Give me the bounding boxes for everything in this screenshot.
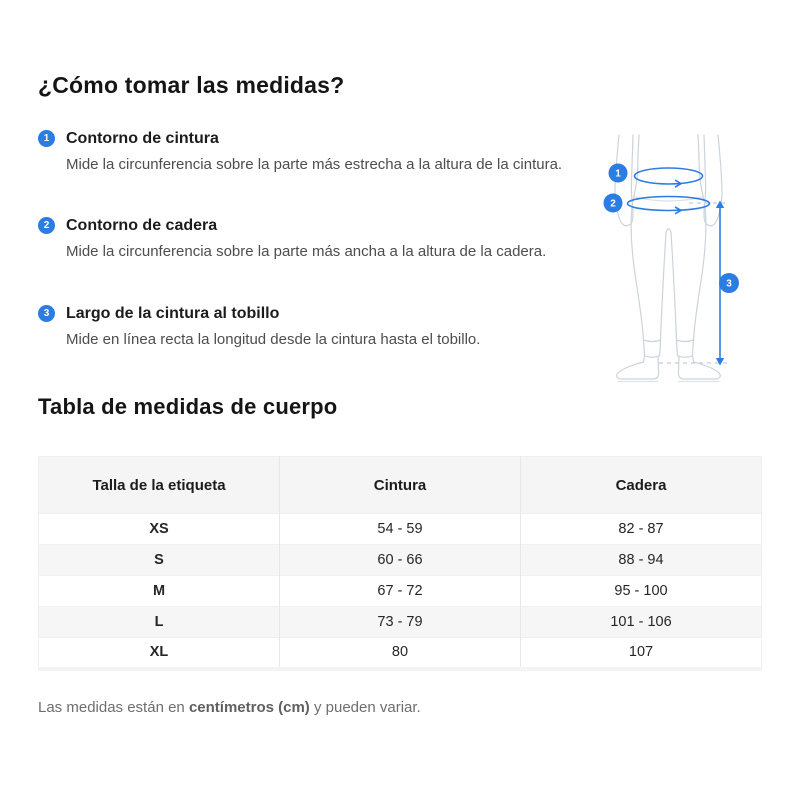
figure-marker-3 [719, 273, 739, 293]
measure-step-waist [38, 130, 568, 175]
column-header-size: Talla de la etiqueta [39, 457, 280, 514]
body-outline [615, 135, 722, 382]
figure-marker-1 [609, 164, 628, 183]
step-2-label: Contorno de cadera [66, 217, 218, 234]
waist-measure-ellipse [635, 168, 703, 184]
table-row-xl [39, 638, 762, 669]
column-header-hip: Cadera [521, 457, 762, 514]
hip-cell: 107 [521, 638, 762, 669]
waist-cell: 67 - 72 [280, 576, 521, 607]
step-3-body [66, 305, 568, 350]
measure-step-length [38, 305, 568, 350]
table-row-s [39, 545, 762, 576]
measurement-figure [585, 103, 745, 393]
pants-figure-illustration [585, 103, 745, 393]
table-header [39, 457, 762, 514]
waist-cell: 60 - 66 [280, 545, 521, 576]
units-note-suffix: y pueden variar. [309, 699, 421, 716]
step-1-label: Contorno de cintura [66, 130, 219, 147]
table-row-m [39, 576, 762, 607]
step-2-body [66, 217, 568, 262]
step-3-label: Largo de la cintura al tobillo [66, 305, 280, 322]
step-1-badge: 1 [38, 130, 55, 147]
size-cell: M [39, 576, 280, 607]
table-title: Tabla de medidas de cuerpo [38, 394, 338, 419]
svg-text:1: 1 [615, 168, 621, 180]
size-cell: XS [39, 514, 280, 545]
step-1-body [66, 130, 568, 175]
measure-lines [628, 168, 721, 361]
waist-cell: 73 - 79 [280, 607, 521, 638]
measure-step-hip [38, 217, 568, 262]
hip-cell: 82 - 87 [521, 514, 762, 545]
size-cell: XL [39, 638, 280, 669]
size-cell: L [39, 607, 280, 638]
figure-marker-2 [604, 194, 623, 213]
units-note-prefix: Las medidas están en [38, 699, 189, 716]
page-title: ¿Cómo tomar las medidas? [38, 72, 345, 98]
hip-cell: 95 - 100 [521, 576, 762, 607]
hip-cell: 88 - 94 [521, 545, 762, 576]
body-measurements-table [38, 456, 762, 671]
step-3-badge: 3 [38, 305, 55, 322]
table-row-xs [39, 514, 762, 545]
step-2-description: Mide la circunferencia sobre la parte más ancha a la altura de la cadera. [66, 243, 547, 260]
table-row-l [39, 607, 762, 638]
hip-cell: 101 - 106 [521, 607, 762, 638]
waist-cell: 54 - 59 [280, 514, 521, 545]
table-header-row [39, 457, 762, 514]
table-body [39, 514, 762, 669]
waist-cell: 80 [280, 638, 521, 669]
step-3-description: Mide en línea recta la longitud desde la cintura hasta el tobillo. [66, 331, 481, 348]
units-note [38, 697, 421, 718]
size-cell: S [39, 545, 280, 576]
units-note-bold: centímetros (cm) [188, 699, 310, 716]
svg-text:3: 3 [726, 278, 732, 290]
step-1-description: Mide la circunferencia sobre la parte más estrecha a la altura de la cintura. [66, 156, 563, 173]
svg-text:2: 2 [610, 198, 616, 210]
column-header-waist: Cintura [280, 457, 521, 514]
step-2-badge: 2 [38, 217, 55, 234]
